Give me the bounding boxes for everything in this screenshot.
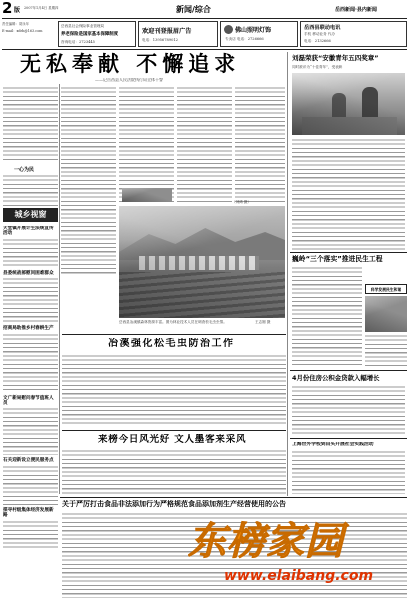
notice-top-rule [60, 497, 407, 498]
left-items [3, 226, 58, 576]
left-item-title: 天堂镇开展计生法规宣传活动 [3, 226, 54, 237]
ad-right-sub: 专卖店 电话：2726666 [225, 37, 264, 41]
main-body-col2 [61, 86, 116, 276]
ad-left-tel: 咨询电话：2723445 [61, 40, 95, 44]
right-item2-rule [290, 370, 407, 371]
right-item2-title: 4月份住房公积金贷款入幅增长 [292, 374, 380, 382]
watermark-url: www.elaibang.com [224, 568, 374, 584]
ad-right-title: 佛山照明灯饰 [235, 27, 272, 34]
ad-left-headline: 养老保险是国家基本保障制度 [61, 32, 119, 37]
right-item2-body [292, 385, 405, 435]
main-body-col1 [3, 86, 58, 162]
page-number-suffix: 版 [14, 7, 21, 14]
right-col-divider [287, 52, 288, 496]
section-title: 新闻/综合 [176, 5, 211, 14]
table-shape [302, 117, 397, 135]
left-item-title: 招商局助推乡村春耕生产 [3, 326, 54, 332]
photo-mountain [119, 220, 285, 260]
photo-byline: 王志刚 摄 [255, 320, 271, 324]
contact-line: E-mail：xdrb@163.com [2, 29, 43, 34]
right-item3-title: 上海世外学校到田头开展社会实践活动 [292, 442, 374, 447]
ad-lighting [220, 21, 298, 47]
main-body-col4 [177, 86, 232, 202]
right-feature-body2 [365, 334, 407, 366]
pest-story-rule [62, 334, 286, 335]
pest-story-body [62, 354, 286, 426]
left-block1-title: 一心为民 [14, 167, 35, 173]
left-col-divider [59, 84, 60, 494]
ad-middle-tel: 电话：13956789012 [142, 38, 178, 42]
main-headline-text: 无私奉献 不懈追求 [20, 52, 241, 76]
science-tag [365, 284, 407, 294]
ad-far-right-lines: 手机 移动业务 代办 [304, 32, 336, 36]
editor-line: 责任编辑：胡永年 [2, 22, 30, 26]
pest-story-title: 冶溪强化松毛虫防治工作 [108, 338, 235, 349]
watermark-logo-text: 东榜家园 [188, 520, 345, 563]
masthead [0, 0, 409, 20]
right-top-sub: 同时被评为“十佳青年”，受表彰 [292, 65, 343, 69]
art-story-body [62, 449, 286, 495]
left-item-title: 县委统战部慰问困难群众 [3, 270, 54, 276]
left-item-body [3, 520, 58, 550]
main-body-col3 [119, 86, 174, 202]
right-top-body [292, 138, 405, 250]
left-item-body [3, 465, 58, 505]
page-number: 2 [2, 0, 13, 17]
lamp-icon [224, 25, 233, 34]
left-block1-body [3, 174, 58, 206]
photo-village [139, 256, 259, 270]
right-item3-rule [290, 438, 407, 439]
site-watermark [188, 520, 408, 598]
science-tag-text: 科学发展民生和谐 [370, 287, 402, 292]
left-item-title: 文广新局慰问春节值班人员 [3, 395, 54, 407]
mid-photo-credit: （刘鸿 摄） [232, 200, 252, 204]
landscape-photo [119, 206, 285, 318]
left-item-body [3, 333, 58, 393]
editor-box [2, 22, 56, 46]
photo-field [119, 272, 285, 318]
art-story-rule [62, 430, 286, 431]
left-item-title: 石关迎新设立便民服务点 [3, 458, 54, 464]
ad-welcome [138, 21, 218, 47]
paper-label: 岳西新闻·县内新闻 [335, 7, 377, 13]
date-line: 2007年1月4日 星期四 [24, 6, 59, 10]
mid-photo [122, 188, 172, 202]
left-item-body [3, 407, 58, 455]
ad-far-right-title: 岳西县联动电讯 [304, 25, 341, 31]
left-item-title: 探寻村级集体经济发展新路 [3, 507, 54, 519]
person-figure [332, 93, 346, 127]
person-figure [362, 87, 378, 127]
photo-caption: 岳西县冶溪镇森林资源丰富。图为林业技术人员在调查松毛虫虫情。 [119, 320, 227, 324]
ad-middle-title: 欢迎刊登报眉广告 [142, 28, 192, 35]
main-subhead: ——记岳西县人民法院执行局全体干警 [95, 78, 163, 82]
right-item3-body [292, 450, 405, 494]
right-feature-rule [290, 252, 407, 253]
notice-title: 关于严厉打击食品非法添加行为严格规范食品添加剂生产经营使用的公告 [62, 500, 286, 508]
ad-telecom [300, 21, 407, 47]
ad-far-right-tel: 电话：2132666 [304, 39, 331, 43]
right-award-photo [292, 73, 405, 135]
right-small-photo [365, 296, 407, 332]
ad-left-title: 岳西县社会保险事业管理局 [61, 24, 105, 28]
banner-text: 城乡视窗 [14, 210, 47, 219]
left-item-body [3, 238, 58, 268]
city-country-banner [3, 208, 58, 222]
ad-social-security [58, 21, 136, 47]
masthead-rule [2, 18, 407, 19]
ads-bottom-rule [2, 49, 407, 50]
right-top-title: 刘磊荣获“安徽青年五四奖章” [292, 54, 379, 62]
main-headline [20, 52, 260, 76]
right-feature-body [292, 266, 362, 366]
right-feature-title: 巍岭“三个落实”推进民生工程 [292, 255, 383, 263]
art-story-title: 来榜今日风光好 文人墨客来采风 [98, 434, 247, 445]
main-body-col5 [235, 86, 285, 202]
left-item-body [3, 277, 58, 323]
